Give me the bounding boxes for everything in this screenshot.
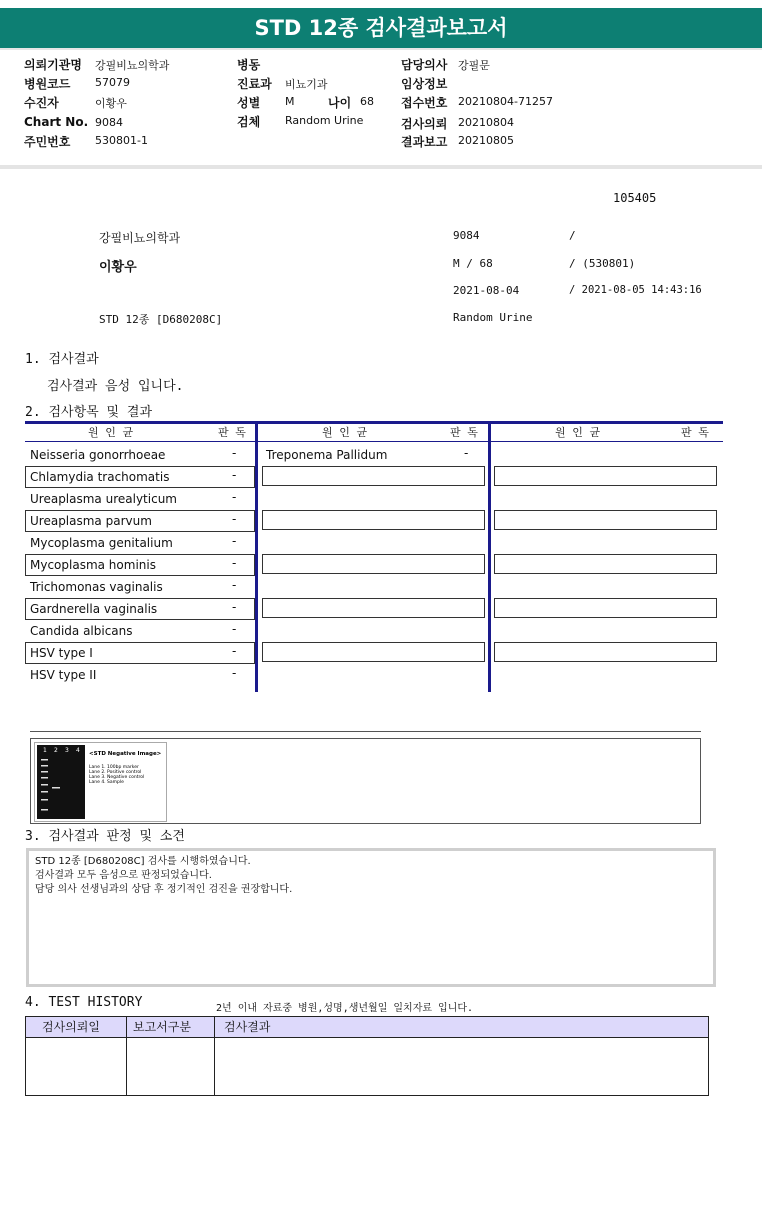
empty-row-box [494, 598, 717, 618]
sex-value: M [285, 95, 295, 108]
receipt-no-value: 20210804-71257 [458, 95, 553, 108]
gel-lane-label: 3 [65, 747, 69, 754]
chart-no-label: Chart No. [24, 115, 89, 129]
gel-lane-label: 1 [43, 747, 47, 754]
summary-code: 105405 [613, 191, 657, 205]
report-title-bar [0, 8, 762, 50]
organism-result: - [232, 622, 237, 636]
empty-row-box [262, 510, 485, 530]
summary-test-name: STD 12종 [D680208C] [99, 313, 223, 326]
empty-row-box [262, 598, 485, 618]
history-col-request-date [26, 1017, 127, 1095]
organism-name: Gardnerella vaginalis [30, 602, 158, 616]
summary-report-datetime: / 2021-08-05 14:43:16 [569, 284, 702, 296]
col2-header-organism: 원 인 균 [322, 426, 368, 439]
organism-result: - [232, 468, 237, 482]
organism-name: Candida albicans [30, 624, 133, 638]
empty-row-box [262, 466, 485, 486]
organism-name: Neisseria gonorrhoeae [30, 448, 166, 462]
opinion-line: 담당 의사 선생님과의 상담 후 정기적인 검진을 권장합니다. [35, 884, 293, 895]
gel-lane-label: 2 [54, 747, 58, 754]
empty-row-box [494, 510, 717, 530]
history-col-header: 검사의뢰일 [42, 1020, 100, 1034]
section2-title: 2. 검사항목 및 결과 [25, 405, 153, 420]
organism-name: Trichomonas vaginalis [30, 580, 163, 594]
organism-name: HSV type II [30, 668, 97, 682]
gel-image-panel [34, 742, 167, 822]
section3-title: 3. 검사결과 판정 및 소견 [25, 829, 185, 844]
request-date-value: 20210804 [458, 116, 514, 129]
opinion-box [26, 848, 716, 987]
organism-name: Treponema Pallidum [266, 448, 388, 462]
ward-label: 병동 [237, 58, 261, 72]
gel-image-frame [30, 738, 701, 824]
gel-caption-title: <STD Negative Image> [89, 751, 162, 757]
col2-header-result: 판 독 [450, 426, 478, 439]
history-col-report-type [126, 1017, 215, 1095]
resident-no-value: 530801-1 [95, 134, 148, 147]
history-col-header: 검사결과 [224, 1020, 271, 1034]
age-label: 나이 [328, 96, 352, 110]
hospital-code-value: 57079 [95, 76, 130, 89]
empty-row-box [494, 642, 717, 662]
receipt-no-label: 접수번호 [401, 96, 448, 110]
sex-label: 성별 [237, 96, 261, 110]
table-col-divider-1 [255, 421, 258, 692]
report-date-value: 20210805 [458, 134, 514, 147]
organism-name: Ureaplasma urealyticum [30, 492, 177, 506]
chart-no-value: 9084 [95, 116, 123, 129]
opinion-line: STD 12종 [D680208C] 검사를 시행하였습니다. [35, 856, 251, 867]
opinion-line: 검사결과 모두 음성으로 판정되었습니다. [35, 870, 212, 881]
col3-header-organism: 원 인 균 [555, 426, 601, 439]
empty-row-box [262, 554, 485, 574]
organism-result: - [232, 512, 237, 526]
specimen-value: Random Urine [285, 114, 364, 127]
organism-result: - [232, 490, 237, 504]
organism-name: Mycoplasma hominis [30, 558, 156, 572]
section4-title: 4. TEST HISTORY [25, 995, 143, 1010]
gel-caption-line: Lane 1. 100bp marker [89, 765, 139, 770]
patient-value: 이황우 [95, 97, 127, 110]
history-col-header: 보고서구분 [133, 1020, 191, 1034]
report-title: STD 12종 검사결과보고서 [254, 16, 508, 40]
gel-top-rule [30, 731, 701, 732]
gel-caption-line: Lane 3. Negative control [89, 775, 145, 780]
history-col-result [214, 1017, 708, 1095]
section1-title: 1. 검사결과 [25, 352, 99, 367]
section1-text: 검사결과 음성 입니다. [47, 379, 184, 394]
department-label: 진료과 [237, 77, 272, 91]
summary-request-date: 2021-08-04 [453, 284, 520, 297]
header-divider [0, 165, 762, 169]
summary-sex-age: M / 68 [453, 257, 493, 270]
empty-row-box [494, 554, 717, 574]
summary-chart: 9084 [453, 229, 480, 242]
organism-result: - [232, 644, 237, 658]
empty-row-box [262, 642, 485, 662]
specimen-label: 검체 [237, 115, 261, 129]
resident-no-label: 주민번호 [24, 135, 71, 149]
organism-result: - [464, 446, 469, 460]
organism-result: - [232, 600, 237, 614]
doctor-value: 강필문 [458, 59, 490, 72]
institution-value: 강필비뇨의학과 [95, 59, 170, 72]
clinical-info-label: 임상정보 [401, 77, 448, 91]
gel-image [35, 743, 166, 821]
gel-lane-label: 4 [76, 747, 80, 754]
report-date-label: 결과보고 [401, 135, 448, 149]
summary-slash: / [569, 229, 576, 242]
organism-name: Mycoplasma genitalium [30, 536, 173, 550]
organism-name: Chlamydia trachomatis [30, 470, 170, 484]
summary-birth: / (530801) [569, 257, 636, 270]
empty-row-box [494, 466, 717, 486]
summary-patient: 이황우 [99, 260, 137, 275]
organism-result: - [232, 446, 237, 460]
organism-result: - [232, 578, 237, 592]
organism-name: HSV type I [30, 646, 93, 660]
summary-institution: 강필비뇨의학과 [99, 231, 181, 245]
table-header-rule [25, 441, 723, 442]
col3-header-result: 판 독 [681, 426, 709, 439]
department-value: 비뇨기과 [285, 78, 328, 91]
table-col-divider-2 [488, 421, 491, 692]
history-note: 2년 이내 자료중 병원,성명,생년월일 일치자료 입니다. [216, 1003, 474, 1014]
gel-caption-line: Lane 2. Positive control [89, 770, 142, 775]
organism-result: - [232, 556, 237, 570]
institution-label: 의뢰기관명 [24, 58, 82, 72]
organism-name: Ureaplasma parvum [30, 514, 152, 528]
organism-result: - [232, 534, 237, 548]
organism-result: - [232, 666, 237, 680]
age-value: 68 [360, 95, 374, 108]
request-date-label: 검사의뢰 [401, 117, 448, 131]
summary-specimen: Random Urine [453, 311, 533, 324]
col1-header-result: 판 독 [218, 426, 246, 439]
history-table [25, 1016, 709, 1096]
hospital-code-label: 병원코드 [24, 77, 71, 91]
doctor-label: 담당의사 [401, 58, 448, 72]
gel-caption-line: Lane 4. Sample [89, 780, 124, 785]
col1-header-organism: 원 인 균 [88, 426, 134, 439]
patient-label: 수진자 [24, 96, 59, 110]
